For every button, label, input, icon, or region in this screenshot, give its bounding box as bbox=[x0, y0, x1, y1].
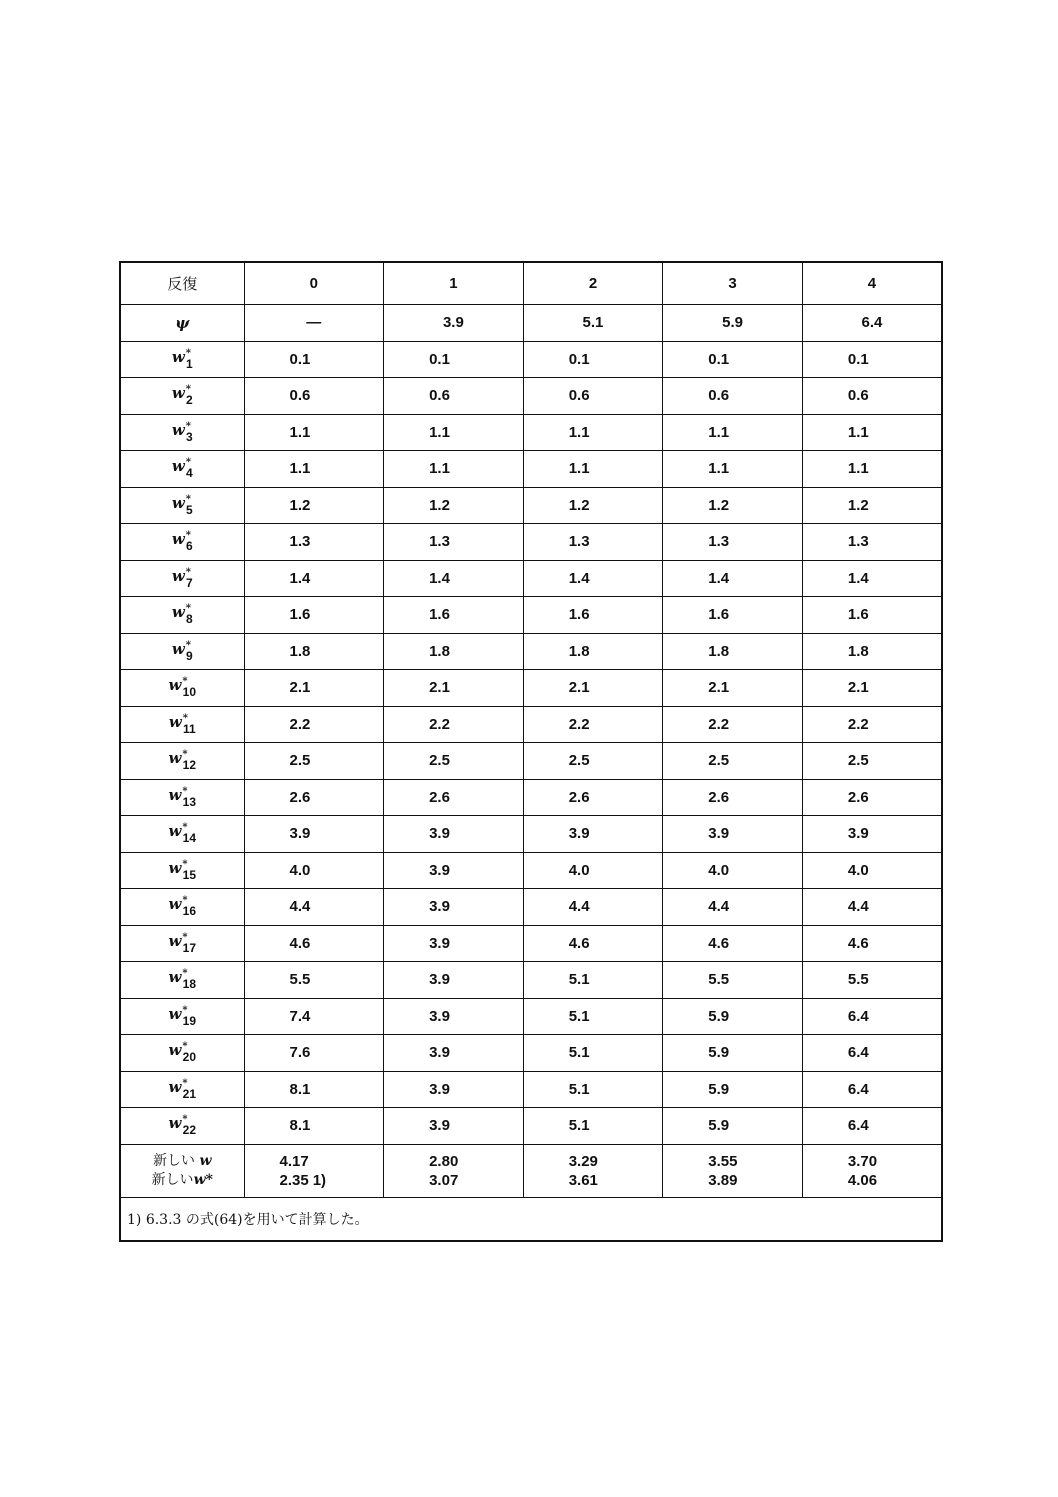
row-label: $w^*_{13}$ bbox=[120, 779, 244, 816]
table-cell: 1.1 bbox=[384, 414, 524, 451]
row-label: $w^*_3$ bbox=[120, 414, 244, 451]
table-cell: 1.8 bbox=[802, 633, 942, 670]
table-cell: 2.2 bbox=[384, 706, 524, 743]
table-cell: 1.4 bbox=[802, 560, 942, 597]
table-cell: 1.4 bbox=[384, 560, 524, 597]
new-weights-cell: 2.80 3.07 bbox=[384, 1144, 524, 1197]
table-cell: 0.1 bbox=[523, 341, 663, 378]
header-col-1: 1 bbox=[384, 262, 524, 305]
table-cell: 0.6 bbox=[523, 378, 663, 415]
table-cell: 1.1 bbox=[244, 451, 384, 488]
new-weights-row bbox=[120, 1144, 942, 1197]
table-cell: 0.6 bbox=[384, 378, 524, 415]
row-label: $w^*_1$ bbox=[120, 341, 244, 378]
table-row bbox=[120, 560, 942, 597]
table-row bbox=[120, 889, 942, 926]
table-cell: 1.8 bbox=[244, 633, 384, 670]
header-col-0: 0 bbox=[244, 262, 384, 305]
table-cell: 4.4 bbox=[244, 889, 384, 926]
table-row bbox=[120, 451, 942, 488]
table-cell: 3.9 bbox=[244, 816, 384, 853]
table-row bbox=[120, 1108, 942, 1145]
table-cell: 1.1 bbox=[802, 451, 942, 488]
table-cell: 6.4 bbox=[802, 1108, 942, 1145]
table-row bbox=[120, 1035, 942, 1072]
table-cell: 7.6 bbox=[244, 1035, 384, 1072]
table-cell: 4.0 bbox=[244, 852, 384, 889]
table-row bbox=[120, 414, 942, 451]
table-cell: 2.6 bbox=[384, 779, 524, 816]
row-label: $w^*_{21}$ bbox=[120, 1071, 244, 1108]
table-cell: 1.1 bbox=[663, 414, 803, 451]
table-cell: 1.2 bbox=[244, 487, 384, 524]
psi-value: 5.1 bbox=[523, 305, 663, 342]
table-row bbox=[120, 706, 942, 743]
table-cell: 4.0 bbox=[523, 852, 663, 889]
table-cell: 1.6 bbox=[802, 597, 942, 634]
table-cell: 2.6 bbox=[244, 779, 384, 816]
table-cell: 5.1 bbox=[523, 1071, 663, 1108]
table-cell: 3.9 bbox=[384, 998, 524, 1035]
table-row bbox=[120, 779, 942, 816]
header-label: 反復 bbox=[120, 262, 244, 305]
table-row bbox=[120, 998, 942, 1035]
table-cell: 4.6 bbox=[523, 925, 663, 962]
table-cell: 3.9 bbox=[523, 816, 663, 853]
footnote-row bbox=[120, 1197, 942, 1241]
table-cell: 2.6 bbox=[523, 779, 663, 816]
table-cell: 4.4 bbox=[802, 889, 942, 926]
table-row bbox=[120, 962, 942, 999]
header-col-2: 2 bbox=[523, 262, 663, 305]
table-cell: 2.1 bbox=[244, 670, 384, 707]
row-label: $w^*_{15}$ bbox=[120, 852, 244, 889]
table-cell: 4.0 bbox=[663, 852, 803, 889]
table-cell: 0.1 bbox=[244, 341, 384, 378]
table-cell: 2.1 bbox=[523, 670, 663, 707]
row-label: $w^*_{18}$ bbox=[120, 962, 244, 999]
table-cell: 3.9 bbox=[384, 962, 524, 999]
table-cell: 1.2 bbox=[802, 487, 942, 524]
row-label: $w^*_{20}$ bbox=[120, 1035, 244, 1072]
table-cell: 2.6 bbox=[663, 779, 803, 816]
table-cell: 5.9 bbox=[663, 998, 803, 1035]
table-cell: 4.6 bbox=[802, 925, 942, 962]
table-row bbox=[120, 852, 942, 889]
new-weights-cell: 3.55 3.89 bbox=[663, 1144, 803, 1197]
header-col-4: 4 bbox=[802, 262, 942, 305]
table-cell: 2.6 bbox=[802, 779, 942, 816]
psi-value: 5.9 bbox=[663, 305, 803, 342]
row-label: $w^*_4$ bbox=[120, 451, 244, 488]
table-cell: 5.9 bbox=[663, 1071, 803, 1108]
table-cell: 1.1 bbox=[523, 451, 663, 488]
row-label: $w^*_{12}$ bbox=[120, 743, 244, 780]
table-cell: 1.2 bbox=[663, 487, 803, 524]
table-cell: 5.5 bbox=[244, 962, 384, 999]
table-cell: 1.1 bbox=[802, 414, 942, 451]
table-cell: 3.9 bbox=[384, 1035, 524, 1072]
table-cell: 2.1 bbox=[802, 670, 942, 707]
table-cell: 4.6 bbox=[663, 925, 803, 962]
psi-value: — bbox=[244, 305, 384, 342]
row-label: $w^*_{22}$ bbox=[120, 1108, 244, 1145]
table-cell: 5.1 bbox=[523, 1108, 663, 1145]
table-cell: 1.6 bbox=[523, 597, 663, 634]
table-cell: 1.4 bbox=[663, 560, 803, 597]
header-row bbox=[120, 262, 942, 305]
row-label: $w^*_{10}$ bbox=[120, 670, 244, 707]
table-cell: 3.9 bbox=[384, 1108, 524, 1145]
table-row bbox=[120, 1071, 942, 1108]
table-cell: 6.4 bbox=[802, 1071, 942, 1108]
table-row bbox=[120, 597, 942, 634]
new-weights-cell: 4.17 2.35 1) bbox=[244, 1144, 384, 1197]
table-cell: 3.9 bbox=[384, 1071, 524, 1108]
table-cell: 1.3 bbox=[523, 524, 663, 561]
row-label: $w^*_6$ bbox=[120, 524, 244, 561]
row-label: $w^*_5$ bbox=[120, 487, 244, 524]
table-cell: 0.6 bbox=[802, 378, 942, 415]
table-cell: 4.4 bbox=[663, 889, 803, 926]
table-cell: 6.4 bbox=[802, 998, 942, 1035]
table-cell: 1.2 bbox=[384, 487, 524, 524]
table-cell: 5.9 bbox=[663, 1108, 803, 1145]
footnote: 1) 6.3.3 の式(64)を用いて計算した。 bbox=[120, 1197, 942, 1241]
table-cell: 2.2 bbox=[244, 706, 384, 743]
table-cell: 2.2 bbox=[802, 706, 942, 743]
table-cell: 2.2 bbox=[663, 706, 803, 743]
row-label: $w^*_7$ bbox=[120, 560, 244, 597]
table-cell: 2.5 bbox=[802, 743, 942, 780]
new-weights-cell: 3.70 4.06 bbox=[802, 1144, 942, 1197]
table-cell: 2.5 bbox=[384, 743, 524, 780]
table-row bbox=[120, 378, 942, 415]
table-cell: 3.9 bbox=[663, 816, 803, 853]
table-row bbox=[120, 487, 942, 524]
row-label: $w^*_2$ bbox=[120, 378, 244, 415]
row-label: $w^*_{16}$ bbox=[120, 889, 244, 926]
table-cell: 5.5 bbox=[802, 962, 942, 999]
footnote-mark: 1) bbox=[312, 1171, 327, 1189]
table-cell: 2.2 bbox=[523, 706, 663, 743]
table-row bbox=[120, 524, 942, 561]
table-cell: 2.5 bbox=[523, 743, 663, 780]
table-cell: 1.2 bbox=[523, 487, 663, 524]
table-cell: 7.4 bbox=[244, 998, 384, 1035]
table-cell: 1.3 bbox=[384, 524, 524, 561]
table-cell: 3.9 bbox=[384, 852, 524, 889]
iteration-table bbox=[119, 261, 943, 1242]
table-cell: 1.3 bbox=[802, 524, 942, 561]
table-cell: 1.4 bbox=[523, 560, 663, 597]
psi-row bbox=[120, 305, 942, 342]
table-cell: 4.6 bbox=[244, 925, 384, 962]
table-cell: 8.1 bbox=[244, 1071, 384, 1108]
table-cell: 1.8 bbox=[384, 633, 524, 670]
row-label: $w^*_8$ bbox=[120, 597, 244, 634]
table-cell: 2.5 bbox=[244, 743, 384, 780]
table-cell: 1.1 bbox=[523, 414, 663, 451]
table-row bbox=[120, 743, 942, 780]
table-cell: 1.6 bbox=[384, 597, 524, 634]
table-cell: 5.9 bbox=[663, 1035, 803, 1072]
table-cell: 4.0 bbox=[802, 852, 942, 889]
table-cell: 3.9 bbox=[802, 816, 942, 853]
table-cell: 1.6 bbox=[244, 597, 384, 634]
psi-label: ψ bbox=[120, 305, 244, 342]
table-cell: 5.1 bbox=[523, 1035, 663, 1072]
table-cell: 8.1 bbox=[244, 1108, 384, 1145]
table-cell: 4.4 bbox=[523, 889, 663, 926]
table-cell: 6.4 bbox=[802, 1035, 942, 1072]
table-cell: 2.1 bbox=[384, 670, 524, 707]
table-row bbox=[120, 341, 942, 378]
table-cell: 3.9 bbox=[384, 889, 524, 926]
table-cell: 2.5 bbox=[663, 743, 803, 780]
table-cell: 0.1 bbox=[663, 341, 803, 378]
psi-value: 3.9 bbox=[384, 305, 524, 342]
row-label: $w^*_9$ bbox=[120, 633, 244, 670]
table-cell: 1.8 bbox=[523, 633, 663, 670]
table-cell: 1.1 bbox=[244, 414, 384, 451]
table-cell: 3.9 bbox=[384, 816, 524, 853]
psi-value: 6.4 bbox=[802, 305, 942, 342]
table-cell: 5.1 bbox=[523, 998, 663, 1035]
row-label: $w^*_{14}$ bbox=[120, 816, 244, 853]
table-cell: 1.3 bbox=[663, 524, 803, 561]
table-row bbox=[120, 816, 942, 853]
table-cell: 3.9 bbox=[384, 925, 524, 962]
table-cell: 0.1 bbox=[802, 341, 942, 378]
table-cell: 2.1 bbox=[663, 670, 803, 707]
table-cell: 0.6 bbox=[244, 378, 384, 415]
new-weights-cell: 3.29 3.61 bbox=[523, 1144, 663, 1197]
table-row bbox=[120, 633, 942, 670]
table-row bbox=[120, 670, 942, 707]
row-label: $w^*_{19}$ bbox=[120, 998, 244, 1035]
table-cell: 1.8 bbox=[663, 633, 803, 670]
table-cell: 5.5 bbox=[663, 962, 803, 999]
table-cell: 1.1 bbox=[663, 451, 803, 488]
table-cell: 1.3 bbox=[244, 524, 384, 561]
table-cell: 0.1 bbox=[384, 341, 524, 378]
row-label: $w^*_{17}$ bbox=[120, 925, 244, 962]
table-cell: 5.1 bbox=[523, 962, 663, 999]
row-label: $w^*_{11}$ bbox=[120, 706, 244, 743]
table-cell: 1.1 bbox=[384, 451, 524, 488]
table-row bbox=[120, 925, 942, 962]
table-cell: 1.6 bbox=[663, 597, 803, 634]
table-cell: 1.4 bbox=[244, 560, 384, 597]
header-col-3: 3 bbox=[663, 262, 803, 305]
new-weights-label: 新しい w 新しいw* bbox=[120, 1144, 244, 1197]
table-cell: 0.6 bbox=[663, 378, 803, 415]
